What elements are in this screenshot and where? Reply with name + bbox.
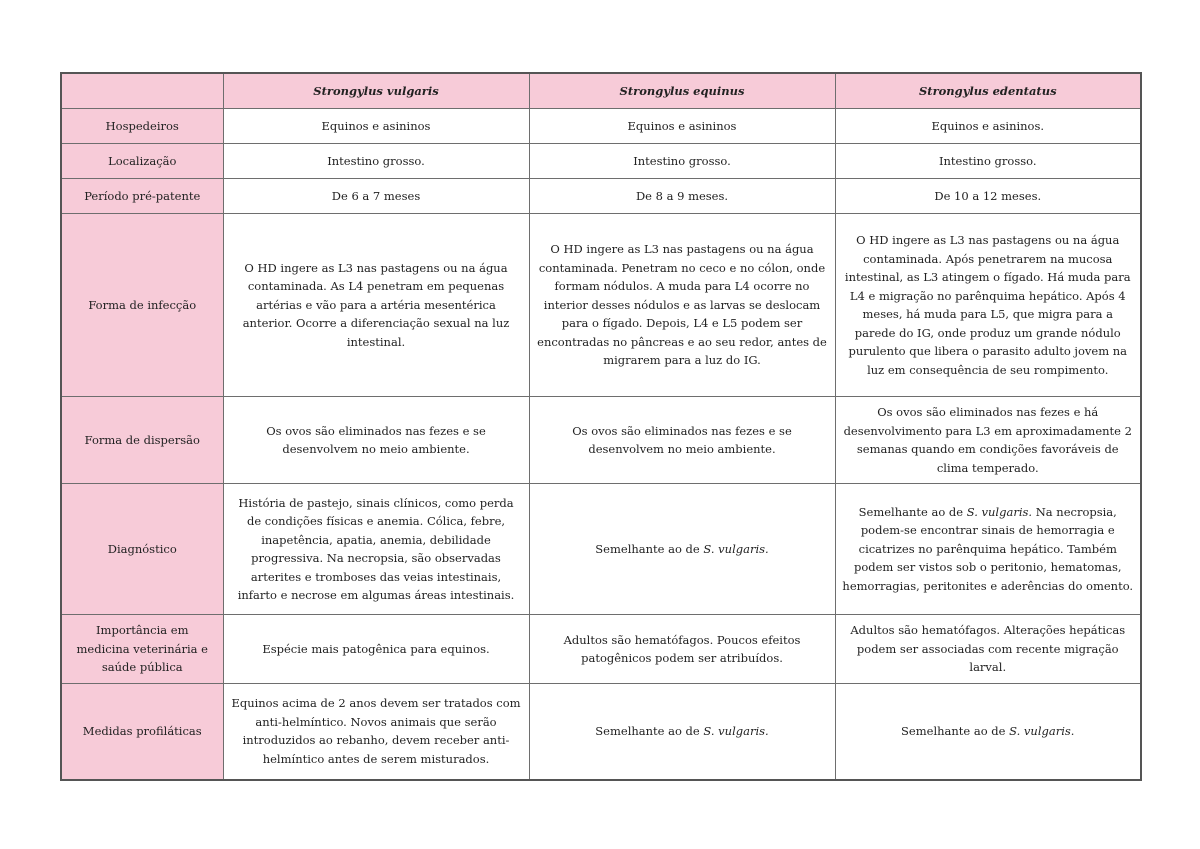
table-cell — [529, 484, 835, 615]
table-row-localizacao — [61, 144, 1141, 179]
table-row-periodo-pre-patente — [61, 179, 1141, 214]
table-cell: Adultos são hematófagos. Alterações hepáticas podem ser associadas com recente migração larval. — [835, 615, 1141, 684]
row-label: Forma de dispersão — [61, 397, 223, 484]
row-label: Diagnóstico — [61, 484, 223, 615]
table-row-importancia — [61, 615, 1141, 684]
table-cell: Intestino grosso. — [835, 144, 1141, 179]
header-corner-cell — [61, 73, 223, 109]
table-cell — [835, 684, 1141, 780]
table-row-medidas-profilaticas — [61, 684, 1141, 780]
cell-text: Na necropsia, podem-se encontrar sinais de hemorragia e cicatrizes no parênquima hepático. Também podem ser vistos sob o peritonio, hematomas, hemorragias, peritonites e aderências do omento. — [842, 504, 1134, 593]
table-cell: Intestino grosso. — [223, 144, 529, 179]
species-name: S. vulgaris. — [703, 724, 769, 738]
table-cell: Intestino grosso. — [529, 144, 835, 179]
table-row-hospedeiros — [61, 109, 1141, 144]
row-label: Forma de infecção — [61, 214, 223, 397]
table-cell: Equinos e asininos — [223, 109, 529, 144]
table-cell: Os ovos são eliminados nas fezes e há desenvolvimento para L3 em aproximadamente 2 semanas quando em condições favoráveis de clima temperado. — [835, 397, 1141, 484]
row-label: Importância em medicina veterinária e saúde pública — [61, 615, 223, 684]
header-species-equinus: Strongylus equinus — [529, 73, 835, 109]
row-label: Localização — [61, 144, 223, 179]
row-label: Hospedeiros — [61, 109, 223, 144]
table-cell: O HD ingere as L3 nas pastagens ou na água contaminada. As L4 penetram em pequenas artérias e vão para a artéria mesentérica anterior. Ocorre a diferenciação sexual na luz intestinal. — [223, 214, 529, 397]
species-name: S. vulgaris. — [703, 541, 769, 556]
header-species-vulgaris: Strongylus vulgaris — [223, 73, 529, 109]
cell-text: Semelhante ao de — [858, 504, 967, 519]
cell-text: Semelhante ao de — [595, 541, 704, 556]
table-cell — [835, 484, 1141, 615]
table-cell — [529, 684, 835, 780]
species-name: S. vulgaris. — [966, 504, 1033, 519]
table-cell: História de pastejo, sinais clínicos, como perda de condições físicas e anemia. Cólica, febre, inapetência, apatia, anemia, debilidade progressiva. Na necropsia, são observadas arterites e tromboses das veias intestinais, infarto e necrose em algumas áreas intestinais. — [223, 484, 529, 615]
row-label: Período pré-patente — [61, 179, 223, 214]
table-row-forma-de-infeccao — [61, 214, 1141, 397]
table-cell: De 10 a 12 meses. — [835, 179, 1141, 214]
cell-text: Semelhante ao de — [595, 724, 704, 738]
table-cell: Equinos e asininos. — [835, 109, 1141, 144]
table-cell: Adultos são hematófagos. Poucos efeitos patogênicos podem ser atribuídos. — [529, 615, 835, 684]
strongylus-comparison-table — [60, 72, 1142, 781]
table-cell: O HD ingere as L3 nas pastagens ou na água contaminada. Penetram no ceco e no cólon, onde formam nódulos. A muda para L4 ocorre no interior desses nódulos e as larvas se deslocam para o fígado. Depois, L4 e L5 podem ser encontradas no pâncreas e ao seu redor, antes de migrarem para a luz do IG. — [529, 214, 835, 397]
table-cell: Os ovos são eliminados nas fezes e se desenvolvem no meio ambiente. — [223, 397, 529, 484]
table-cell: De 8 a 9 meses. — [529, 179, 835, 214]
table-cell: Equinos e asininos — [529, 109, 835, 144]
species-name: S. vulgaris. — [1009, 724, 1075, 738]
comparison-table-container — [60, 72, 1140, 781]
table-cell: O HD ingere as L3 nas pastagens ou na água contaminada. Após penetrarem na mucosa intestinal, as L3 atingem o fígado. Há muda para L4 e migração no parênquima hepático. Após 4 meses, há muda para L5, que migra para a parede do IG, onde produz um grande nódulo purulento que libera o parasito adulto jovem na luz em consequência de seu rompimento. — [835, 214, 1141, 397]
table-cell: Espécie mais patogênica para equinos. — [223, 615, 529, 684]
table-cell: De 6 a 7 meses — [223, 179, 529, 214]
cell-text: Semelhante ao de — [901, 724, 1010, 738]
row-label: Medidas profiláticas — [61, 684, 223, 780]
table-row-forma-de-dispersao — [61, 397, 1141, 484]
table-cell: Os ovos são eliminados nas fezes e se desenvolvem no meio ambiente. — [529, 397, 835, 484]
table-header-row — [61, 73, 1141, 109]
table-cell: Equinos acima de 2 anos devem ser tratados com anti-helmíntico. Novos animais que serão introduzidos ao rebanho, devem receber anti-helmíntico antes de serem misturados. — [223, 684, 529, 780]
table-row-diagnostico — [61, 484, 1141, 615]
header-species-edentatus: Strongylus edentatus — [835, 73, 1141, 109]
